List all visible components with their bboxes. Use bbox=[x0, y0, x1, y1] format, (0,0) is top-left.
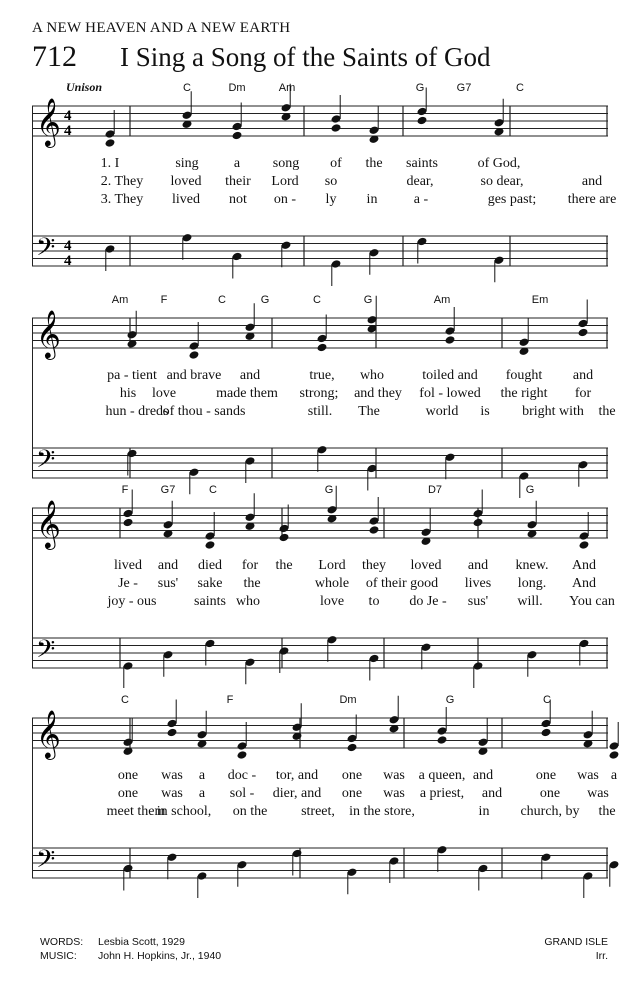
chord-symbol: C bbox=[516, 82, 524, 94]
chord-symbol: C bbox=[121, 694, 129, 706]
chord-symbol: D7 bbox=[427, 484, 443, 496]
chord-symbol: Am bbox=[433, 294, 451, 306]
lyric-syllable: to bbox=[368, 594, 380, 609]
lyric-syllable: on - bbox=[273, 192, 297, 207]
lyric-syllable: bright with bbox=[522, 404, 584, 419]
music-system bbox=[32, 694, 618, 890]
lyric-syllable: 3. They bbox=[100, 192, 144, 207]
lyric-syllable: and bbox=[572, 368, 594, 383]
lyric-syllable: sing bbox=[175, 156, 199, 171]
lyric-syllable: was bbox=[383, 786, 405, 801]
lyric-syllable: Lord bbox=[271, 174, 299, 189]
lyric-syllable: one bbox=[535, 768, 557, 783]
lyric-syllable: is bbox=[480, 404, 490, 419]
lyric-syllable: was bbox=[383, 768, 405, 783]
lyric-syllable: for bbox=[574, 386, 592, 401]
bass-clef-icon: 𝄢 bbox=[36, 445, 56, 480]
lyric-syllable: so bbox=[324, 174, 338, 189]
lyric-syllable: one bbox=[341, 786, 363, 801]
lyric-syllable: of their good bbox=[365, 576, 439, 591]
chord-symbol: F bbox=[121, 484, 129, 496]
bass-clef-icon: 𝄢 bbox=[36, 635, 56, 670]
lyric-syllable: love bbox=[151, 386, 177, 401]
lyric-line-verse-2 bbox=[32, 786, 608, 804]
time-signature: 4 bbox=[64, 253, 72, 269]
lyric-syllable: street, bbox=[301, 804, 335, 819]
lyric-syllable: The bbox=[358, 404, 380, 419]
lyric-syllable: sol - bbox=[229, 786, 255, 801]
note-head bbox=[279, 533, 290, 543]
lyric-syllable: was bbox=[161, 786, 183, 801]
lyric-syllable: made them bbox=[216, 386, 278, 401]
hymn-number: 712 bbox=[32, 40, 77, 73]
lyric-line-verse-3 bbox=[32, 192, 617, 210]
lyric-syllable: for bbox=[241, 558, 259, 573]
lyric-line-verse-1 bbox=[32, 768, 618, 786]
words-credit: Lesbia Scott, 1929 bbox=[98, 936, 185, 948]
chord-symbol: G7 bbox=[456, 82, 472, 94]
lyric-syllable: a queen, bbox=[418, 768, 466, 783]
note-head bbox=[437, 735, 448, 745]
lyric-syllable: meet them bbox=[106, 804, 166, 819]
lyric-syllable: sake bbox=[197, 576, 223, 591]
lyric-line-verse-1 bbox=[32, 558, 608, 576]
lyric-syllable: still. bbox=[307, 404, 333, 419]
music-system bbox=[32, 80, 617, 278]
note-head bbox=[205, 540, 216, 550]
lyric-syllable: And bbox=[571, 558, 597, 573]
lyric-syllable: sus' bbox=[157, 576, 179, 591]
section-title: A NEW HEAVEN AND A NEW EARTH bbox=[32, 20, 291, 36]
lyric-syllable: was bbox=[587, 786, 609, 801]
lyric-syllable: a bbox=[198, 786, 206, 801]
lyric-syllable: their bbox=[225, 174, 251, 189]
lyric-syllable: true, bbox=[309, 368, 335, 383]
note-head bbox=[578, 328, 589, 338]
lyric-syllable: sus' bbox=[467, 594, 489, 609]
words-label: WORDS: bbox=[40, 936, 84, 948]
lyric-syllable: church, by bbox=[520, 804, 580, 819]
chord-symbol: Dm bbox=[228, 82, 246, 94]
lyric-syllable: joy - ous bbox=[107, 594, 157, 609]
chord-symbol: F bbox=[160, 294, 168, 306]
lyric-syllable: the bbox=[243, 576, 261, 591]
note-head bbox=[609, 750, 620, 760]
credits bbox=[40, 935, 221, 963]
chord-symbol: C bbox=[209, 484, 217, 496]
lyric-syllable: whole bbox=[314, 576, 350, 591]
lyric-line-verse-1 bbox=[32, 156, 608, 174]
chord-symbol: C bbox=[543, 694, 551, 706]
lyric-syllable: a - bbox=[413, 192, 429, 207]
performance-direction: Unison bbox=[66, 80, 103, 94]
lyric-syllable: the bbox=[275, 558, 293, 573]
hymn-title: I Sing a Song of the Saints of God bbox=[120, 42, 491, 72]
lyric-line-verse-2 bbox=[32, 576, 608, 594]
lyric-syllable: ges past; bbox=[487, 192, 537, 207]
music-system bbox=[32, 484, 615, 680]
lyric-syllable: they bbox=[361, 558, 387, 573]
lyric-syllable: of thou - sands bbox=[162, 404, 246, 419]
meter: Irr. bbox=[595, 950, 608, 962]
lyric-syllable: dier, and bbox=[272, 786, 322, 801]
lyric-syllable: a bbox=[198, 768, 206, 783]
lyric-syllable: one bbox=[117, 786, 139, 801]
lyric-syllable: and bbox=[467, 558, 489, 573]
lyric-syllable: so dear, bbox=[480, 174, 524, 189]
time-signature: 4 bbox=[64, 108, 72, 124]
lyric-syllable: saints bbox=[406, 156, 438, 171]
lyric-syllable: 2. They bbox=[100, 174, 144, 189]
lyric-syllable: the bbox=[365, 156, 383, 171]
lyric-syllable: 1. I bbox=[100, 156, 120, 171]
chord-symbol: C bbox=[313, 294, 321, 306]
lyric-syllable: lived bbox=[172, 192, 200, 207]
note-head bbox=[579, 540, 590, 550]
lyric-syllable: and brave bbox=[166, 368, 222, 383]
chord-symbol: G7 bbox=[160, 484, 176, 496]
lyric-syllable: on the bbox=[232, 804, 268, 819]
lyric-line-verse-1 bbox=[32, 368, 608, 386]
note-head bbox=[331, 123, 342, 133]
lyric-line-verse-2 bbox=[32, 386, 608, 404]
bass-clef-icon: 𝄢 bbox=[36, 845, 56, 880]
lyric-syllable: a bbox=[233, 156, 241, 171]
lyric-syllable: lives bbox=[464, 576, 492, 591]
note-head bbox=[541, 728, 552, 738]
note-head bbox=[232, 131, 243, 141]
lyric-syllable: the bbox=[598, 404, 616, 419]
treble-clef-icon: 𝄞 bbox=[36, 97, 61, 146]
lyric-syllable: do Je - bbox=[409, 594, 447, 609]
lyric-syllable: lived bbox=[114, 558, 142, 573]
lyric-syllable: fought bbox=[505, 368, 543, 383]
chord-symbol: G bbox=[525, 484, 535, 496]
lyric-syllable: doc - bbox=[227, 768, 257, 783]
lyric-syllable: song bbox=[272, 156, 300, 171]
lyric-syllable: strong; bbox=[299, 386, 339, 401]
lyric-syllable: one bbox=[341, 768, 363, 783]
lyric-syllable: toiled and bbox=[422, 368, 478, 383]
bass-clef-icon: 𝄢 bbox=[36, 233, 56, 268]
note-head bbox=[347, 743, 358, 753]
lyric-syllable: in the store, bbox=[349, 804, 415, 819]
note-head bbox=[445, 335, 456, 345]
lyric-syllable: there are bbox=[567, 192, 617, 207]
lyric-syllable: fol - lowed bbox=[419, 386, 481, 401]
tune-info bbox=[544, 935, 608, 963]
note-head bbox=[473, 518, 484, 528]
chord-symbol: G bbox=[445, 694, 455, 706]
lyric-syllable: one bbox=[539, 786, 561, 801]
lyric-syllable: of God, bbox=[477, 156, 521, 171]
lyric-syllable: a priest, bbox=[419, 786, 465, 801]
chord-symbol: G bbox=[415, 82, 425, 94]
lyric-line-verse-3 bbox=[32, 404, 616, 422]
lyric-syllable: loved bbox=[170, 174, 202, 189]
lyric-syllable: knew. bbox=[515, 558, 549, 573]
lyric-syllable: the bbox=[598, 804, 616, 819]
note-head bbox=[417, 116, 428, 126]
music-system bbox=[32, 294, 616, 490]
lyric-line-verse-3 bbox=[32, 594, 615, 612]
time-signature: 4 bbox=[64, 238, 72, 254]
chord-symbol: G bbox=[260, 294, 270, 306]
chord-symbol: G bbox=[363, 294, 373, 306]
lyric-syllable: one bbox=[117, 768, 139, 783]
lyric-syllable: world bbox=[425, 404, 459, 419]
note-head bbox=[189, 350, 200, 360]
note-head bbox=[369, 525, 380, 535]
note-head bbox=[123, 518, 134, 528]
note-head bbox=[167, 728, 178, 738]
lyric-syllable: And bbox=[571, 576, 597, 591]
lyric-syllable: and bbox=[481, 786, 503, 801]
chord-symbol: G bbox=[324, 484, 334, 496]
lyric-syllable: hun - dreds bbox=[105, 404, 169, 419]
lyric-syllable: the right bbox=[500, 386, 548, 401]
lyric-line-verse-2 bbox=[32, 174, 608, 192]
note-head bbox=[237, 750, 248, 760]
treble-clef-icon: 𝄞 bbox=[36, 309, 61, 358]
lyric-syllable: in bbox=[366, 192, 378, 207]
tune-name: GRAND ISLE bbox=[544, 936, 608, 948]
lyric-syllable: of bbox=[330, 156, 342, 171]
lyric-syllable: dear, bbox=[406, 174, 434, 189]
lyric-syllable: pa - tient bbox=[107, 368, 157, 383]
chord-symbol: C bbox=[218, 294, 226, 306]
lyric-syllable: and they bbox=[354, 386, 402, 401]
lyric-syllable: and bbox=[239, 368, 261, 383]
time-signature: 4 bbox=[64, 123, 72, 139]
lyric-syllable: You can bbox=[569, 594, 615, 609]
lyric-syllable: was bbox=[577, 768, 599, 783]
chord-symbol: Am bbox=[278, 82, 296, 94]
chord-symbol: Em bbox=[531, 294, 549, 306]
chord-symbol: C bbox=[183, 82, 191, 94]
lyric-syllable: and bbox=[581, 174, 603, 189]
lyric-syllable: in school, bbox=[156, 804, 212, 819]
lyric-syllable: ly bbox=[325, 192, 337, 207]
lyric-syllable: will. bbox=[517, 594, 543, 609]
chord-symbol: Dm bbox=[339, 694, 357, 706]
lyric-syllable: who bbox=[235, 594, 261, 609]
lyric-syllable: and bbox=[472, 768, 494, 783]
lyric-syllable: tor, and bbox=[275, 768, 319, 783]
lyric-line-verse-3 bbox=[32, 804, 616, 822]
lyric-syllable: a bbox=[610, 768, 618, 783]
lyric-syllable: long. bbox=[517, 576, 547, 591]
music-credit: John H. Hopkins, Jr., 1940 bbox=[98, 950, 222, 962]
chord-symbol: F bbox=[226, 694, 234, 706]
lyric-syllable: Je - bbox=[118, 576, 138, 591]
chord-symbol: Am bbox=[111, 294, 129, 306]
lyric-syllable: his bbox=[119, 386, 137, 401]
treble-clef-icon: 𝄞 bbox=[36, 499, 61, 548]
lyric-syllable: Lord bbox=[318, 558, 346, 573]
lyric-syllable: who bbox=[359, 368, 385, 383]
lyric-syllable: loved bbox=[410, 558, 442, 573]
lyric-syllable: saints bbox=[194, 594, 226, 609]
lyric-syllable: and bbox=[157, 558, 179, 573]
treble-clef-icon: 𝄞 bbox=[36, 709, 61, 758]
lyric-syllable: was bbox=[161, 768, 183, 783]
note-head bbox=[317, 343, 328, 353]
music-label: MUSIC: bbox=[40, 950, 77, 962]
lyric-syllable: died bbox=[197, 558, 223, 573]
note-head bbox=[105, 138, 116, 148]
lyric-syllable: in bbox=[478, 804, 490, 819]
lyric-syllable: not bbox=[229, 192, 247, 207]
lyric-syllable: love bbox=[319, 594, 345, 609]
